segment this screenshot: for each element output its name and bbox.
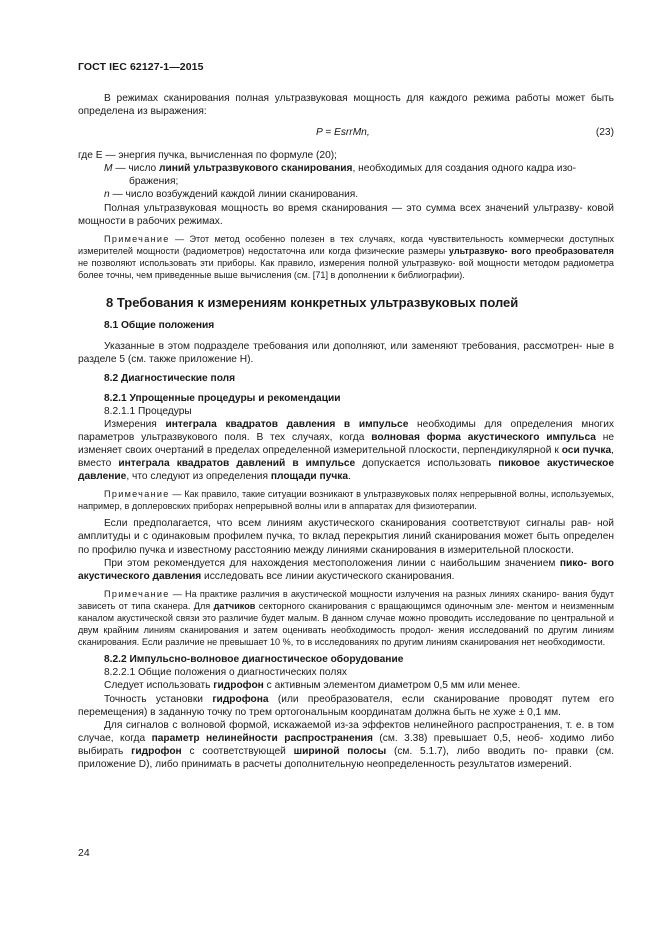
section-8-2-2-heading: 8.2.2 Импульсно-волновое диагностическое оборудование bbox=[104, 654, 404, 666]
note-scanner-types: Примечание — На практике различия в акустической мощности излучения на разных линиях сканиро- вания будут зависеть от типа сканера. Для датчиков секторного сканирования с вращающимся одиночным эле- ментом и неизменным каналом акустической связи это различие будет малым. В данном случае можно проводить исследование по центральной и двум крайним линиям сканирования и затем оценивать необходимость продол- жения исследований по другим линиям сканирования. Если различие не превышает 10 %, то в исследованиях по другим линиям сканирования нет необходимости. bbox=[78, 588, 615, 648]
definition-m: M — число линий ультразвукового сканирования, необходимых для создания одного кадра изо- bbox=[104, 163, 577, 175]
section-8-2-1-1-heading: 8.2.1.1 Процедуры bbox=[104, 405, 192, 417]
hydrophone-accuracy-paragraph: Точность установки гидрофона (или преобразователя, если сканирование проводят путем его перемещения) в заданную точку по трем ортогональным координатам должна быть не хуже ± 0,1 мм. bbox=[78, 693, 614, 718]
page-number: 24 bbox=[78, 847, 90, 859]
formula-expression: P = EsrrMn, bbox=[316, 127, 370, 139]
section-8-2-1-heading: 8.2.1 Упрощенные процедуры и рекомендации bbox=[104, 392, 341, 404]
section-8-heading: 8 Требования к измерениям конкретных ультразвуковых полей bbox=[106, 295, 519, 311]
formula-23 bbox=[78, 126, 614, 139]
total-power-paragraph: Полная ультразвуковая мощность во время сканирования — это сумма всех значений ультразву- ковой мощности в рабочих режимах. bbox=[78, 202, 614, 227]
procedures-paragraph: Измерения интеграла квадратов давления в импульсе необходимы для определения многих параметров ультразвукового поля. В тех случаях, когда волновая форма акустического импульса не изменяет своих очертаний в пределах определенной измерительной плоскости, перпендикулярной к оси пучка, вместо интеграла квадратов давлений в импульсе допускается использовать пиковое акустическое давление, что следуют из определения площади пучка. bbox=[78, 418, 615, 483]
intro-paragraph: В режимах сканирования полная ультразвуковая мощность для каждого режима работы может быть определена из выражения: bbox=[78, 93, 614, 118]
scan-lines-paragraph: Если предполагается, что всем линиям акустического сканирования соответствуют сигналы рав- ной амплитуды и с одинаковым профилем пучка, то вклад перекрытия линий сканирования может быть определен по профилю пучка и известному расстоянию между линиями сканирования в измерительной плоскости. bbox=[78, 518, 614, 556]
scan-peak-paragraph: При этом рекомендуется для нахождения местоположения линии с наибольшим значением пико- вого акустического давления исследовать все линии акустического сканирования. bbox=[78, 557, 614, 582]
section-8-1-heading: 8.1 Общие положения bbox=[104, 320, 215, 332]
definition-n: n — число возбуждений каждой линии сканирования. bbox=[104, 189, 359, 201]
standard-header: ГОСТ IEC 62127-1—2015 bbox=[78, 61, 204, 73]
definitions-list bbox=[78, 149, 614, 201]
hydrophone-size-paragraph: Следует использовать гидрофон с активным элементом диаметром 0,5 мм или менее. bbox=[104, 680, 521, 692]
section-8-2-heading: 8.2 Диагностические поля bbox=[104, 373, 236, 385]
section-8-1-paragraph: Указанные в этом подразделе требования или дополняют, или заменяют требования, рассмотрен- ные в разделе 5 (см. также приложение Н). bbox=[78, 341, 614, 366]
definition-e: где E — энергия пучка, вычисленная по формуле (20); bbox=[78, 150, 337, 162]
note-continuous-wave: Примечание — Как правило, такие ситуации возникают в ультразвуковых полях непрерывной волны, используемых, например, в доплеровских приборах непрерывной волны или в аппаратах для физиотерапии. bbox=[78, 489, 614, 512]
page-body bbox=[78, 92, 614, 771]
formula-number: (23) bbox=[595, 127, 614, 139]
nonlinear-paragraph: Для сигналов с волновой формой, искажаемой из-за эффектов нелинейного распространения, т. е. в том случае, когда параметр нелинейности распространения (см. 3.38) превышает 0,5, необ- ходимо либо выбирать гидрофон с соответствующей шириной полосы (см. 5.1.7), либо вводить по- правки (см. приложение D), либо принимать в расчеты дополнительную неопределенность результатов измерений. bbox=[78, 719, 615, 771]
section-8-2-2-1-heading: 8.2.2.1 Общие положения о диагностических полях bbox=[104, 667, 347, 679]
definition-m-continuation: бражения; bbox=[129, 176, 179, 188]
note-radiometer: Примечание — Этот метод особенно полезен в тех случаях, когда чувствительность коммерчески доступных измерителей мощности (радиометров) недостаточна или когда физические размеры ультразвуко- вого преобразователя не позволяют использовать эти приборы. Как правило, измерения полной ультразвуко- вой мощности методом радиометра более точны, чем приведенные выше вычисления (см. [71] в дополнении к библиографии). bbox=[78, 233, 614, 281]
